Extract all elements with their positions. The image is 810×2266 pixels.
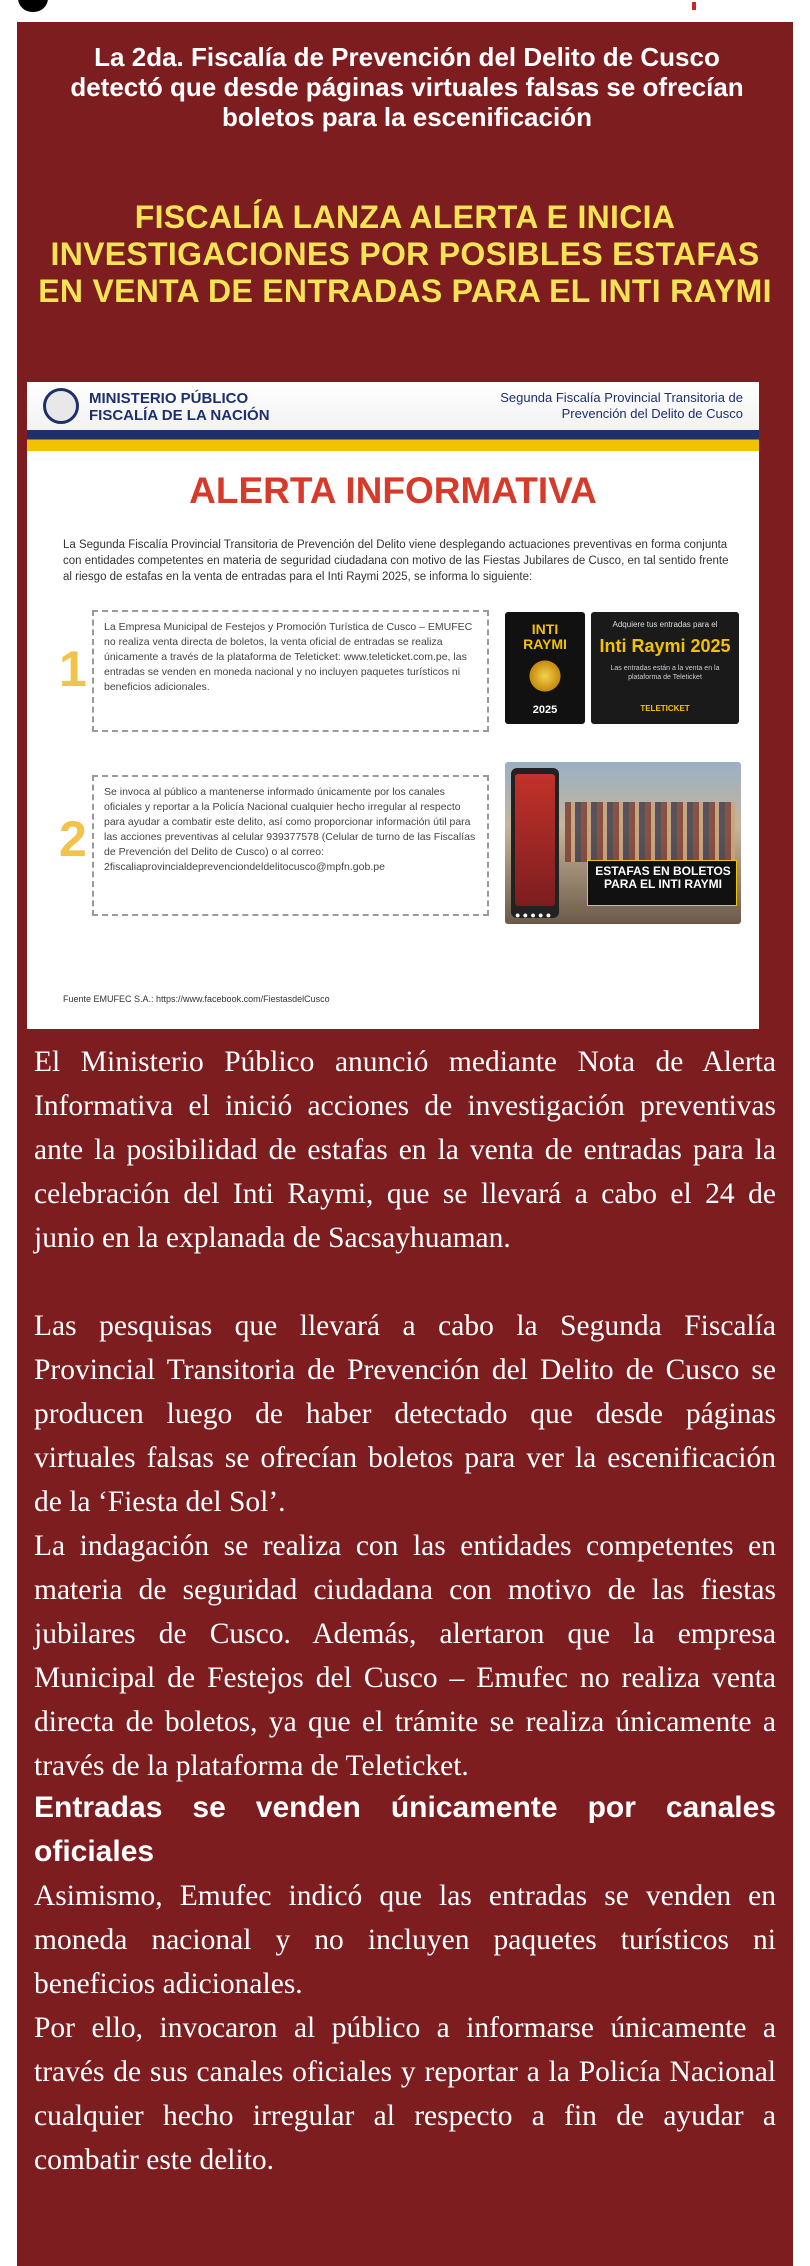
alert-intro: La Segunda Fiscalía Provincial Transitoria de Prevención del Delito viene desplegando actuaciones preventivas en forma conjunta con entidades competentes en materia de seguridad ciudadana con motivo de las Fiestas Jubilares de Cusco, en tal sentido frente al riesgo de estafas en la venta de entradas para el Inti Raymi 2025, se informa lo siguiente:: [63, 539, 729, 583]
article-panel: [17, 22, 793, 2266]
section-subheading: Entradas se venden únicamente por canales oficiales: [34, 1791, 776, 1868]
inti-raymi-poster: [505, 612, 585, 724]
paragraph-2: Las pesquisas que llevará a cabo la Segunda Fiscalía Provincial Transitoria de Prevención del Delito de Cusco se producen luego de haber detectado que desde páginas virtuales falsas se ofrecían boletos para ver la escenificación de la ‘Fiesta del Sol’.: [34, 1310, 776, 1518]
point-number-1: 1: [59, 641, 87, 697]
article-kicker: La 2da. Fiscalía de Prevención del Delito de Cusco detectó que desde páginas virtuales falsas se ofrecían boletos para la escenificación: [70, 42, 744, 132]
poster-title: Inti Raymi 2025: [599, 636, 731, 656]
paragraph-4: Asimismo, Emufec indicó que las entradas se venden en moneda nacional y no incluyen paquetes turísticos ni beneficios adicionales.: [34, 1880, 776, 2000]
alert-point-1: La Empresa Municipal de Festejos y Promoción Turística de Cusco – EMUFEC no realiza venta directa de boletos, la venta oficial de entradas se realiza únicamente a través de la plataforma de Teleticket: www.teleticket.com.pe, las entradas se venden en moneda nacional y no incluyen paquetes turísticos ni beneficios adicionales.: [92, 610, 489, 732]
phone-icon: [511, 768, 559, 918]
social-icons: ● ● ● ● ●: [515, 910, 552, 920]
paragraph-5: Por ello, invocaron al público a informarse únicamente a través de sus canales oficiales y reportar a la Policía Nacional cualquier hecho irregular al respecto a fin de ayudar a combatir este delito.: [34, 2012, 776, 2176]
poster-subtitle: Las entradas están a la venta en la plataforma de Teleticket: [610, 665, 720, 681]
ministry-title: MINISTERIO PÚBLICO: [89, 390, 249, 407]
crowd-photo: [565, 802, 735, 862]
masthead-fragment: [18, 0, 48, 12]
scam-banner: [587, 860, 737, 906]
poster-caption: Adquiere tus entradas para el: [612, 620, 718, 629]
sun-icon: [527, 658, 563, 694]
masthead-accent: [692, 2, 696, 10]
poster-year: 2025: [532, 704, 558, 716]
scam-warning-poster: [505, 762, 741, 924]
alert-source: Fuente EMUFEC S.A.: https://www.facebook.com/FiestasdelCusco: [63, 994, 330, 1004]
ministry-seal-icon: [43, 388, 79, 424]
ministry-subtitle: FISCALÍA DE LA NACIÓN: [89, 407, 270, 424]
article-headline: FISCALÍA LANZA ALERTA E INICIA INVESTIGACIONES POR POSIBLES ESTAFAS EN VENTA DE ENTRADAS PARA EL INTI RAYMI: [38, 199, 772, 309]
teleticket-logo: TELETICKET: [640, 704, 690, 713]
poster-title: INTI RAYMI: [523, 621, 567, 652]
alert-title: ALERTA INFORMATIVA: [189, 470, 597, 511]
top-strip: [0, 0, 810, 22]
paragraph-3: La indagación se realiza con las entidades competentes en materia de seguridad ciudadana con motivo de las fiestas jubilares de Cusco. Además, alertaron que la empresa Municipal de Festejos del Cusco – Emufec no realiza venta directa de boletos, ya que el trámite se realiza únicamente a través de la plataforma de Teleticket.: [34, 1530, 776, 1782]
point-number-2: 2: [59, 811, 87, 867]
alert-point-2: Se invoca al público a mantenerse informado únicamente por los canales oficiales y reportar a la Policía Nacional cualquier hecho irregular al respecto para ayudar a combatir este delito, así como proporcionar información útil para las acciones preventivas al celular 939377578 (Celular de turno de las Fiscalías de Prevención del Delito de Cusco) o al correo: 2fiscaliaprovincialdeprevenciondeldelitocusco@mpfn.gob.pe: [92, 775, 489, 916]
paragraph-1: El Ministerio Público anunció mediante Nota de Alerta Informativa el inició acciones de investigación preventivas ante la posibilidad de estafas en la venta de entradas para la celebración del Inti Raymi, que se llevará a cabo el 24 de junio en la explanada de Sacsayhuaman.: [34, 1046, 776, 1254]
phone-screen: [515, 774, 555, 906]
teleticket-poster: [591, 612, 739, 724]
ministry-name: [89, 390, 270, 424]
scam-banner-title: ESTAFAS EN BOLETOS PARA EL INTI RAYMI: [595, 864, 731, 891]
office-name: Segunda Fiscalía Provincial Transitoria de Prevención del Delito de Cusco: [500, 390, 743, 421]
alert-notice-image: [27, 382, 759, 1029]
